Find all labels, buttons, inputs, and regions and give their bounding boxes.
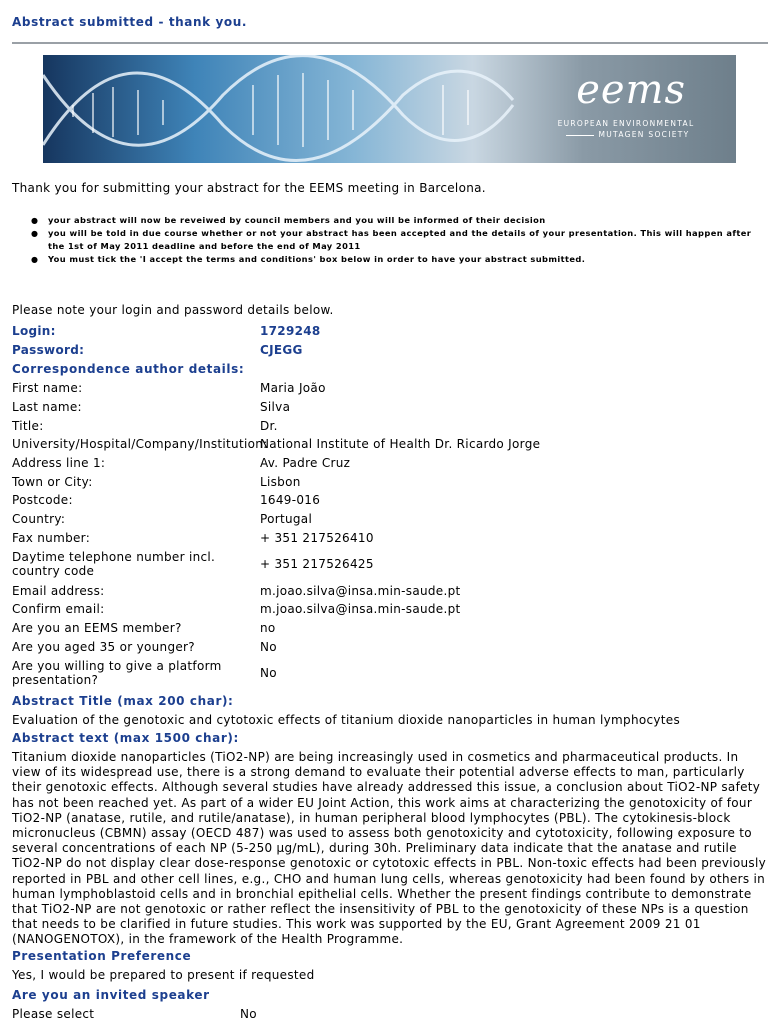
login-label: Login: <box>12 323 56 338</box>
eems-logo-subtitle <box>546 118 706 140</box>
detail-row <box>12 491 768 510</box>
detail-label: Country: <box>12 512 66 527</box>
detail-value: Maria João <box>260 381 326 396</box>
detail-value: Silva <box>260 400 291 415</box>
detail-row <box>12 656 768 690</box>
detail-value: 1649-016 <box>260 493 321 508</box>
logo-line-2: MUTAGEN SOCIETY <box>598 130 690 139</box>
login-value: 1729248 <box>260 323 321 338</box>
detail-value: + 351 217526410 <box>260 530 374 545</box>
detail-value: m.joao.silva@insa.min-saude.pt <box>260 602 461 617</box>
detail-value: + 351 217526425 <box>260 557 374 572</box>
detail-label: Last name: <box>12 400 82 415</box>
detail-value: Dr. <box>260 418 278 433</box>
detail-value: Av. Padre Cruz <box>260 456 351 471</box>
detail-value: Lisbon <box>260 474 301 489</box>
detail-row <box>12 435 768 454</box>
abstract-text: Titanium dioxide nanoparticles (TiO2-NP) are being increasingly used in cosmetics and pharmaceutical products. In view of its widespread use, there is a strong demand to evaluate their potential adverse effects to man, particularly their genotoxic effects. Although several studies have already addressed this issue, a conclusion about TiO2-NP safety has not been reached yet. As part of a wider EU Joint Action, this work aims at characterizing the genotoxicity of four TiO2-NP (anatase, rutile, and rutile/anatase), in human peripheral blood lymphocytes (PBL). The cytokinesis-block micronucleus (CBMN) assay (OECD 487) was used to assess both genotoxicity and cytotoxicity, following exposure to several concentrations of each NP (5-250 µg/mL), during 30h. Preliminary data indicate that the anatase and rutile TiO2-NP do not display clear dose-response genotoxic or cytotoxic effects in PBL. Non-toxic effects had been previously reported in PBL and other cell lines, e.g., CHO and human lung cells, whereas genotoxicity had been found by others in human lymphoblastoid cells and in bronchial epithelial cells. Whether the present findings contribute to demonstrate that TiO2-NP are not genotoxic or rather reflect the insensitivity of PBL to the genotoxicity of these NPs is a question that needs to be clarified in future studies. This work was supported by the EU, Grant Agreement 2009 21 01 (NANOGENOTOX), in the framework of the Health Programme. <box>12 750 767 947</box>
eems-banner <box>43 55 736 163</box>
bullet-item: ● You must tick the 'I accept the terms and conditions' box below in order to have your abstract submitted. <box>12 253 762 266</box>
login-row <box>12 321 768 340</box>
detail-row <box>12 398 768 417</box>
detail-row <box>12 510 768 529</box>
login-note: Please note your login and password details below. <box>12 303 334 317</box>
detail-label: Confirm email: <box>12 602 105 617</box>
detail-row <box>12 547 768 581</box>
logo-line-2-wrap <box>546 129 706 140</box>
invited-speaker-label: Please select <box>12 1007 95 1021</box>
detail-value: no <box>260 620 276 635</box>
credentials-block <box>12 321 768 359</box>
detail-row <box>12 529 768 548</box>
detail-label: Town or City: <box>12 474 93 489</box>
password-value: CJEGG <box>260 342 303 357</box>
info-bullet-list <box>12 214 762 266</box>
detail-row <box>12 472 768 491</box>
correspondence-heading: Correspondence author details: <box>12 362 245 376</box>
detail-row <box>12 619 768 638</box>
detail-row <box>12 600 768 619</box>
abstract-text-heading: Abstract text (max 1500 char): <box>12 731 239 745</box>
detail-value: No <box>260 665 277 680</box>
detail-row <box>12 379 768 398</box>
detail-value: No <box>260 639 277 654</box>
title-divider <box>12 42 768 44</box>
eems-logo-wordmark: eems <box>576 67 686 113</box>
detail-row <box>12 637 768 656</box>
thank-you-message: Thank you for submitting your abstract for the EEMS meeting in Barcelona. <box>12 181 486 195</box>
abstract-title-heading: Abstract Title (max 200 char): <box>12 694 234 708</box>
detail-label: Fax number: <box>12 530 91 545</box>
detail-label: First name: <box>12 381 83 396</box>
page-title: Abstract submitted - thank you. <box>12 15 248 29</box>
detail-label: Title: <box>12 418 44 433</box>
author-details-table <box>12 379 768 690</box>
detail-row <box>12 581 768 600</box>
detail-value: Portugal <box>260 512 313 527</box>
invited-speaker-value: No <box>240 1007 257 1021</box>
detail-label: Email address: <box>12 583 105 598</box>
detail-label: Daytime telephone number incl. country code <box>12 550 216 579</box>
detail-value: m.joao.silva@insa.min-saude.pt <box>260 583 461 598</box>
invited-speaker-heading: Are you an invited speaker <box>12 988 210 1002</box>
detail-row <box>12 454 768 473</box>
bullet-item: ● you will be told in due course whether or not your abstract has been accepted and the details of your presentation. This will happen after the 1st of May 2011 deadline and before the end of May 2011 <box>12 227 762 253</box>
password-label: Password: <box>12 342 85 357</box>
bullet-item: ● your abstract will now be reveiwed by council members and you will be informed of their decision <box>12 214 762 227</box>
detail-label: University/Hospital/Company/Institution: <box>12 437 268 452</box>
password-row <box>12 340 768 359</box>
detail-label: Address line 1: <box>12 456 106 471</box>
invited-speaker-row <box>12 1007 768 1021</box>
detail-label: Postcode: <box>12 493 73 508</box>
abstract-title: Evaluation of the genotoxic and cytotoxic effects of titanium dioxide nanoparticles in human lymphocytes <box>12 713 681 727</box>
presentation-heading: Presentation Preference <box>12 949 192 963</box>
detail-label: Are you an EEMS member? <box>12 620 182 635</box>
detail-label: Are you willing to give a platform presentation? <box>12 658 222 687</box>
detail-row <box>12 416 768 435</box>
presentation-value: Yes, I would be prepared to present if requested <box>12 968 315 982</box>
detail-label: Are you aged 35 or younger? <box>12 639 195 654</box>
detail-value: National Institute of Health Dr. Ricardo Jorge <box>260 437 541 452</box>
logo-line-1: EUROPEAN ENVIRONMENTAL <box>557 119 695 128</box>
